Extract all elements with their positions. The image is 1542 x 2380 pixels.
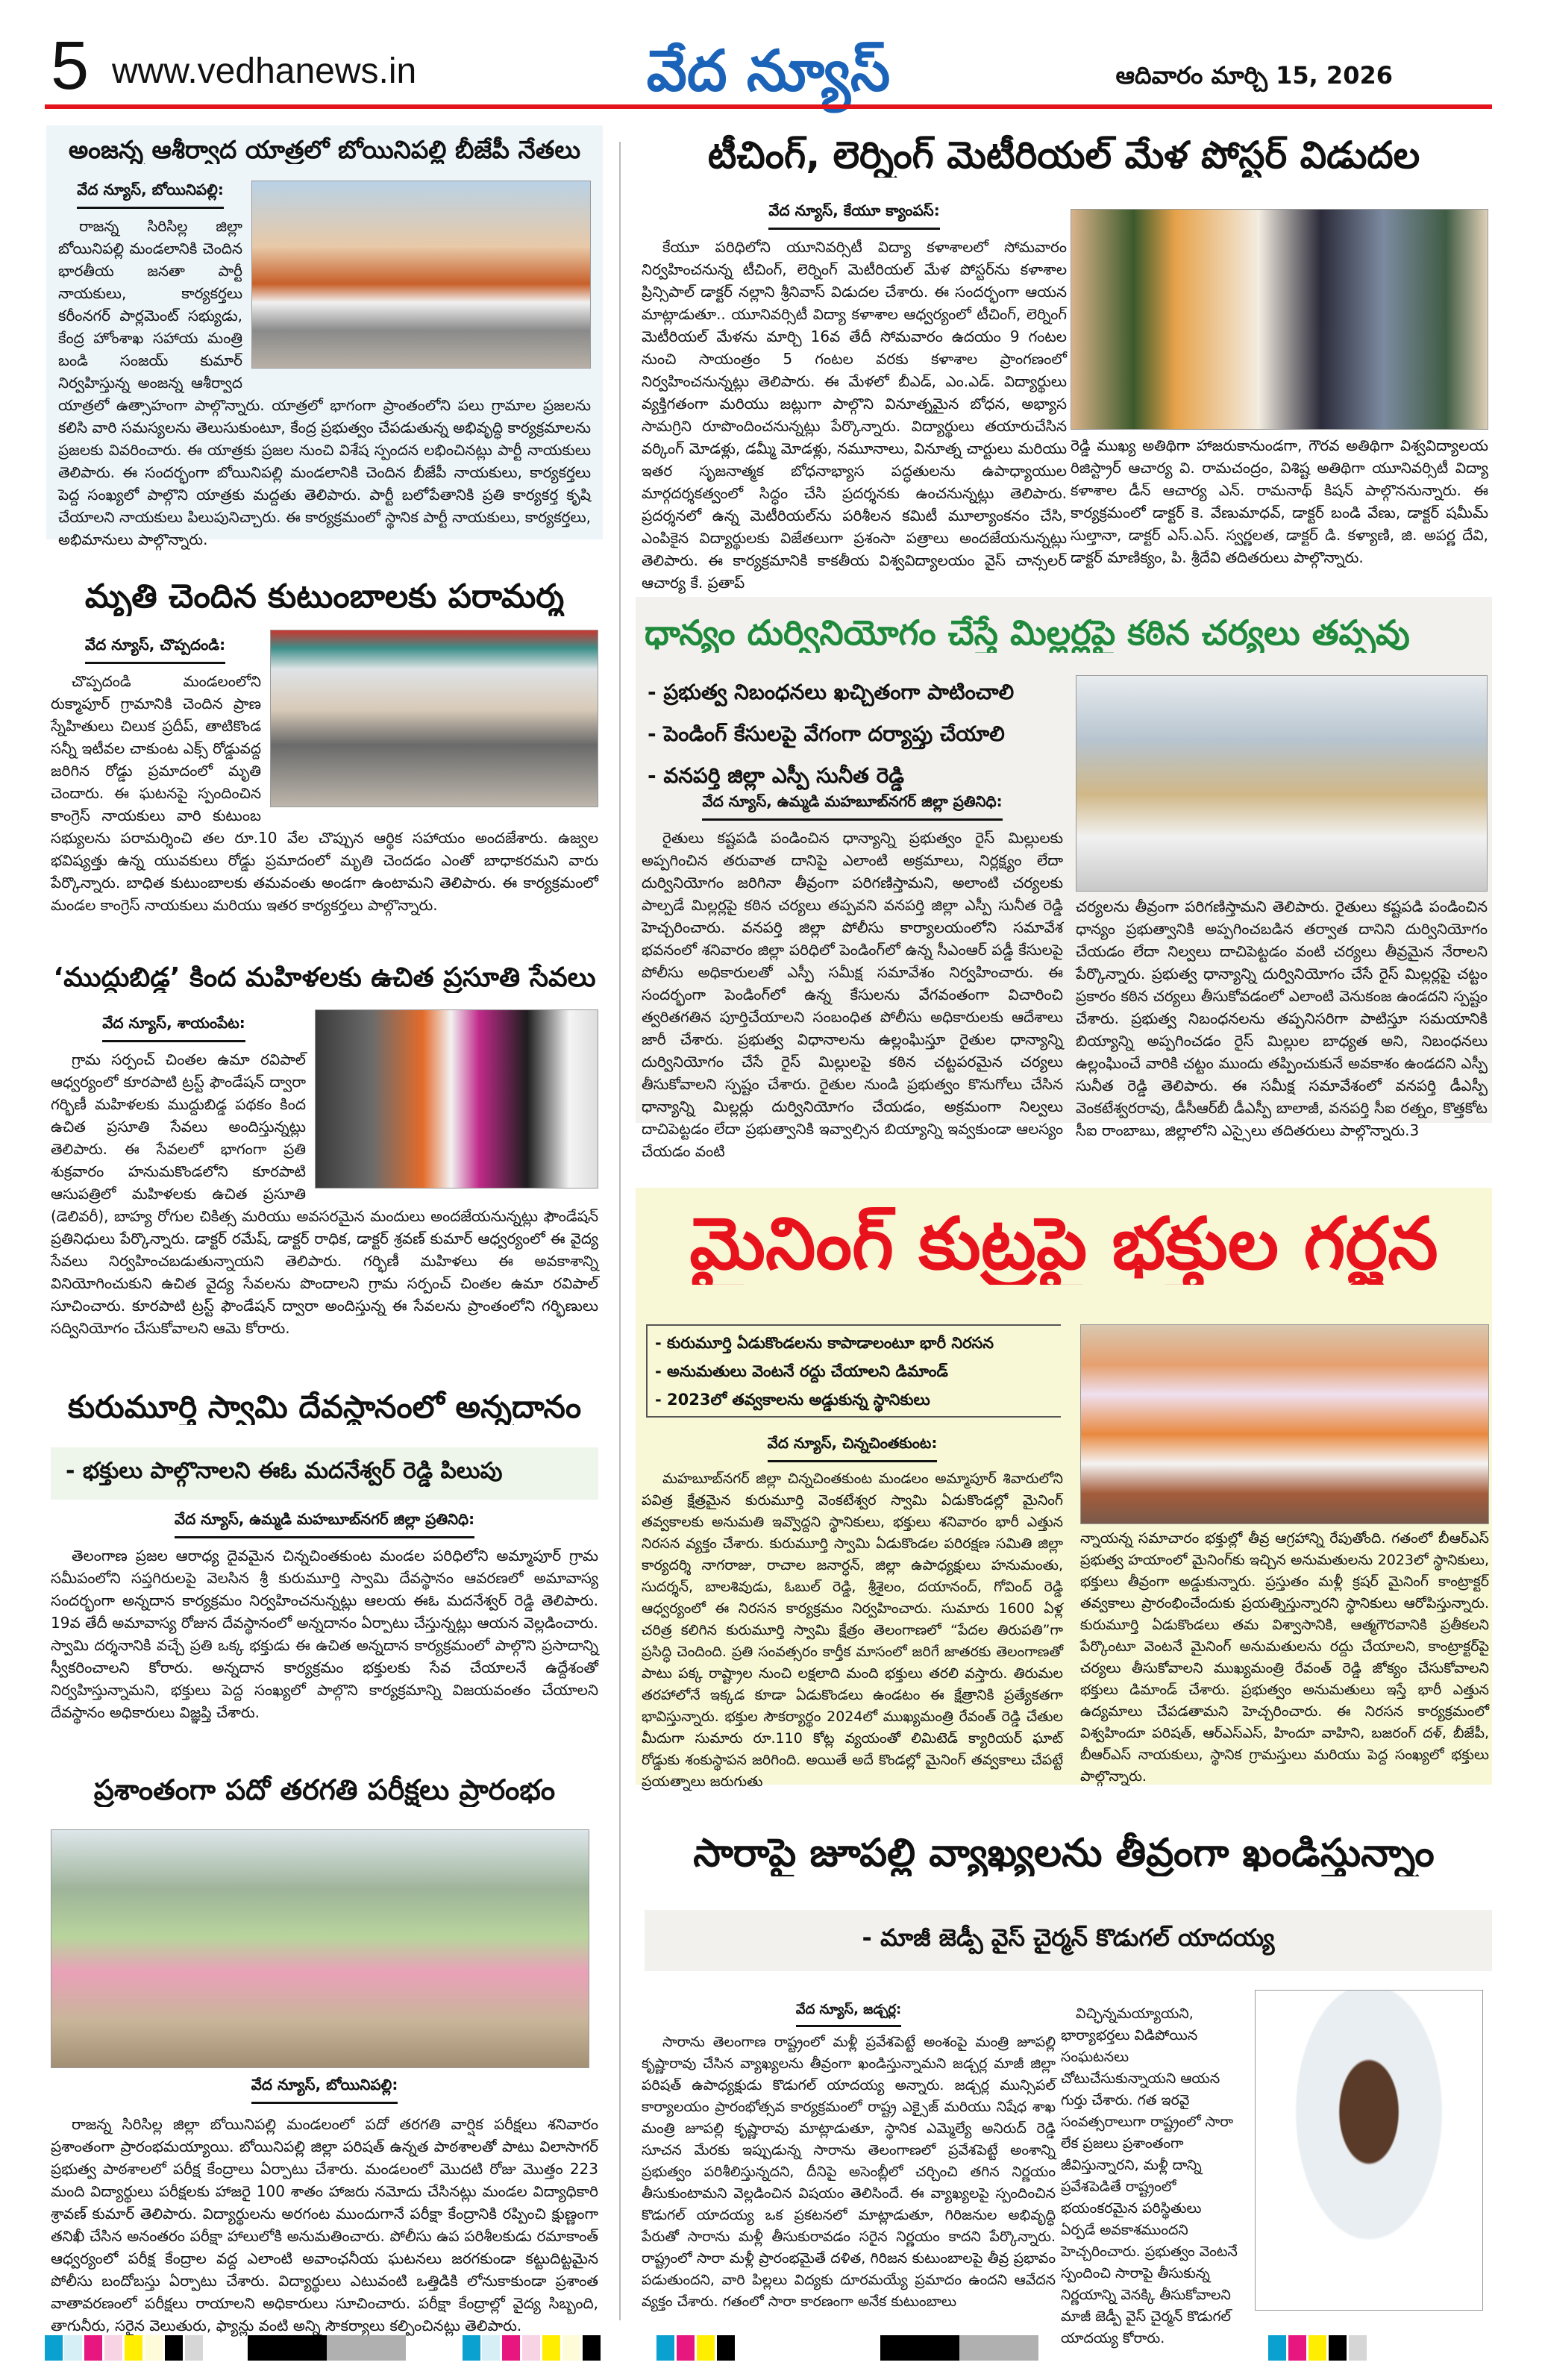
article-condolence bbox=[46, 578, 603, 914]
color-swatch bbox=[522, 2335, 540, 2361]
color-swatch bbox=[656, 2335, 674, 2361]
article-body-right: విచ్ఛిన్నమయ్యాయని, భార్యాభర్తలు విడిపోయిన సంఘటనలు చోటుచేసుకున్నాయని ఆయన గుర్తు చేశారు. గత ఇరవై సంవత్సరాలుగా రాష్ట్రంలో సారా లేక ప్రజలు ప్రశాంతంగా జీవిస్తున్నారని, మళ్లీ దాన్ని ప్రవేశపెడితే రాష్ట్రంలో భయంకరమైన పరిస్థితులు ఏర్పడే అవకాశముందని హెచ్చరించారు. ప్రభుత్వం వెంటనే స్పందించి సారాపై తీసుకున్న నిర్ణయాన్ని వెనక్కి తీసుకోవాలని మాజీ జెడ్పీ వైస్ చైర్మన్ కొడుగల్ యాదయ్య కోరారు. bbox=[1061, 2005, 1238, 2346]
color-swatch bbox=[104, 2335, 122, 2361]
color-swatch bbox=[959, 2335, 1038, 2361]
article-teaching-mela bbox=[636, 134, 1492, 592]
byline: వేద న్యూస్, జడ్చర్ల: bbox=[796, 2002, 901, 2027]
issue-date: ఆదివారం మార్చి 15, 2026 bbox=[1115, 61, 1393, 90]
article-body-left: రైతులు కష్టపడి పండించిన ధాన్యాన్ని ప్రభుత్వం రైస్ మిల్లులకు అప్పగించిన తరువాత దానిపై ఎలాంటి అక్రమాలు, నిర్లక్ష్యం లేదా దుర్వినియోగం జరిగినా తీవ్రంగా పరిగణిస్తామని, అలాంటి చర్యలకు పాల్పడే మిల్లర్లపై కఠిన చర్యలు తప్పవని వనపర్తి జిల్లా ఎస్పీ సునీత రెడ్డి హెచ్చరించారు. వనపర్తి జిల్లా పోలీసు కార్యాలయంలోని సమావేశ భవనంలో శనివారం జిల్లా పరిధిలో పెండింగ్‌లో ఉన్న సీఎంఆర్ పడ్డీ కేసులపై పోలీసు అధికారులతో ఎస్పీ సమీక్ష సమావేశం నిర్వహించారు. ఈ సందర్భంగా పెండింగ్‌లో ఉన్న కేసులను వేగవంతంగా విచారించి త్వరితగతిన పూర్తిచేయాలని సంబంధిత పోలీసు అధికారులకు ఆదేశాలు జారీ చేశారు. ప్రభుత్వ విధానాలను ఉల్లంఘిస్తూ రైతుల ధాన్యాన్ని దుర్వినియోగం చేసే రైస్ మిల్లులపై కఠిన చట్టపరమైన చర్యలు తీసుకోవాలని స్పష్టం చేశారు. రైతుల నుండి ప్రభుత్వం కొనుగోలు చేసిన ధాన్యాన్ని మిల్లర్లు దుర్వినియోగం చేయడం, అక్రమంగా నిల్వలు దాచిపెట్టడం లేదా ప్రభుత్వానికి ఇవ్వాల్సిన బియ్యాన్ని ఇవ్వకుండా ఆలస్యం చేయడం వంటి bbox=[642, 829, 1063, 1160]
color-swatch bbox=[248, 2335, 327, 2361]
color-swatch bbox=[482, 2335, 500, 2361]
headline: అంజన్న ఆశీర్వాద యాత్రలో బోయినిపల్లి బీజేపీ నేతలు bbox=[68, 136, 581, 164]
devotees-protest-photo bbox=[1080, 1324, 1489, 1524]
website-link[interactable]: www.vedhanews.in bbox=[112, 51, 417, 91]
highlight-item: - పెండింగ్ కేసులపై వేగంగా దర్యాప్తు చేయాలి bbox=[648, 721, 1005, 746]
article-annadanam bbox=[46, 1389, 603, 1725]
article-body: రాజన్న సిరిసిల్ల జిల్లా బోయినిపల్లి మండలంలో పదో తరగతి వార్షిక పరీక్షలు శనివారం ప్రశాంతంగా ప్రారంభమయ్యాయి. బోయినిపల్లి జిల్లా పరిషత్ ఉన్నత పాఠశాలతో పాటు విలాసాగర్ ప్రభుత్వ పాఠశాలలో పరీక్ష కేంద్రాలు ఏర్పాటు చేశారు. మండలంలో మొదటి రోజు మొత్తం 223 మంది విద్యార్థులు పరీక్షలకు హాజరై 100 శాతం హాజరు నమోదు చేసినట్లు మండల విద్యాధికారి శ్రావణ్ కుమార్ తెలిపారు. విద్యార్థులను అరగంట ముందుగానే పరీక్షా కేంద్రానికి రప్పించి క్షుణ్ణంగా తనిఖీ చేసిన అనంతరం పరీక్షా హాలులోకి అనుమతించారు. పోలీసు ఉప పరిశీలకుడు రమాకాంత్ ఆధ్వర్యంలో పరీక్ష కేంద్రాల వద్ద ఎలాంటి అవాంఛనీయ ఘటనలు జరగకుండా కట్టుదిట్టమైన పోలీసు బందోబస్తు ఏర్పాటు చేశారు. విద్యార్థులు ఎటువంటి ఒత్తిడికి లోనుకాకుండా ప్రశాంత వాతావరణంలో పరీక్షలు రాయాలని అధికారులు సూచించారు. పరీక్షా కేంద్రాల్లో వైద్య సిబ్బంది, తాగునీరు, సరైన వెలుతురు, ఫ్యాన్లు వంటి అన్ని సౌకర్యాలు కల్పించినట్లు తెలిపారు. bbox=[51, 2114, 598, 2334]
headline: ‘ముద్దుబిడ్డ’ కింద మహిళలకు ఉచిత ప్రసూతి సేవలు bbox=[53, 962, 596, 993]
color-swatch bbox=[880, 2335, 959, 2361]
byline: వేద న్యూస్, ఉమ్మడి మహబూబ్‌నగర్ జిల్లా ప్రతినిధి: bbox=[702, 792, 1002, 821]
poster-release-photo bbox=[1071, 209, 1488, 430]
article-grain-misuse bbox=[636, 597, 1492, 1160]
newspaper-logo: వేద న్యూస్ bbox=[646, 37, 891, 104]
color-swatch bbox=[125, 2335, 142, 2361]
color-swatch bbox=[542, 2335, 560, 2361]
article-body: రాజన్న సిరిసిల్ల జిల్లా బోయినిపల్లి మండలానికి చెందిన భారతీయ జనతా పార్టీ నాయకులు, కార్యకర్తలు కరీంనగర్ పార్లమెంట్ సభ్యుడు, కేంద్ర హోంశాఖ సహాయ మంత్రి బండి సంజయ్ కుమార్ నిర్వహిస్తున్న అంజన్న ఆశీర్వాద యాత్రలో ఉత్సాహంగా పాల్గొన్నారు. యాత్రలో భాగంగా ప్రాంతంలోని పలు గ్రామాల ప్రజలను కలిసి వారి సమస్యలను తెలుసుకుంటూ, కేంద్ర ప్రభుత్వం చేపడుతున్న అభివృద్ధి కార్యక్రమాలను ప్రజలకు వివరించారు. ఈ యాత్రకు ప్రజల నుంచి విశేష స్పందన లభించినట్లు పార్టీ నాయకులు తెలిపారు. ఈ సందర్భంగా బోయినిపల్లి మండలానికి చెందిన బీజేపీ నాయకులు, కార్యకర్తలు పెద్ద సంఖ్యలో పాల్గొని యాత్రకు మద్దతు తెలిపారు. పార్టీ బలోపేతానికి ప్రతి కార్యకర్త కృషి చేయాలని నాయకులు పిలుపునిచ్చారు. ఈ కార్యక్రమంలో స్థానిక పార్టీ నాయకులు, కార్యకర్తలు, అభిమానులు పాల్గొన్నారు. bbox=[58, 216, 591, 548]
byline: వేద న్యూస్, బోయినిపల్లి: bbox=[251, 2076, 398, 2104]
color-swatch bbox=[185, 2335, 203, 2361]
byline: వేద న్యూస్, కేయూ క్యాంపస్: bbox=[768, 201, 939, 230]
color-swatch bbox=[583, 2335, 601, 2361]
exam-students-photo bbox=[51, 1829, 589, 2068]
color-swatch bbox=[327, 2335, 406, 2361]
byline: వేద న్యూస్, శాయంపేట: bbox=[102, 1014, 245, 1042]
article-liquor-statement bbox=[636, 1832, 1492, 2346]
color-swatch bbox=[1329, 2335, 1347, 2361]
article-body: తెలంగాణ ప్రజల ఆరాధ్య దైవమైన చిన్నచింతకుంట మండల పరిధిలోని అమ్మాపూర్ గ్రామ సమీపంలోని సప్తగిరులపై వెలసిన శ్రీ కురుమూర్తి స్వామి దేవస్థానం ఆవరణలో అమావాస్య సందర్భంగా అన్నదాన కార్యక్రమం నిర్వహించనున్నట్లు ఆలయ ఈఓ మదనేశ్వర్ రెడ్డి తెలిపారు. 19వ తేదీ అమావాస్య రోజున దేవస్థానంలో అన్నదానం ఏర్పాటు చేస్తున్నట్లు ఆయన వెల్లడించారు. స్వామి దర్శనానికి వచ్చే ప్రతి ఒక్క భక్తుడు ఈ ఉచిత అన్నదాన కార్యక్రమంలో పాల్గొని ప్రసాదాన్ని స్వీకరించాలని కోరారు. అన్నదాన కార్యక్రమం భక్తులకు సేవ చేయాలనే ఉద్దేశంతో నిర్వహిస్తున్నామని, భక్తులు పెద్ద సంఖ్యలో పాల్గొని కార్యక్రమాన్ని విజయవంతం చేయాలని దేవస్థానం అధికారులు విజ్ఞప్తి చేశారు. bbox=[51, 1547, 598, 1722]
headline: ప్రశాంతంగా పదో తరగతి పరీక్షలు ప్రారంభం bbox=[93, 1774, 556, 1806]
headline: ధాన్యం దుర్వినియోగం చేస్తే మిల్లర్లపై కఠిన చర్యలు తప్పవు bbox=[645, 613, 1410, 653]
bjp-leaders-group-photo bbox=[251, 181, 591, 369]
article-body-right: చర్యలను తీవ్రంగా పరిగణిస్తామని తెలిపారు. రైతులు కష్టపడి పండించిన ధాన్యం ప్రభుత్వానికి అప్పగించబడిన తర్వాత దానిని దుర్వినియోగం చేయడం లేదా నిల్వలు దాచిపెట్టడం వంటి చర్యలు తీవ్రమైన నేరాలని పేర్కొన్నారు. ప్రభుత్వ ధాన్యాన్ని దుర్వినియోగం చేసే రైస్ మిల్లర్లపై చట్టం ప్రకారం కఠిన చర్యలు తీసుకోవడంలో ఎలాంటి వెనుకంజ ఉండదని స్పష్టం చేశారు. ప్రభుత్వ నిబంధనలను తప్పనిసరిగా పాటిస్తూ సమయానికి బియ్యాన్ని అప్పగించడం రైస్ మిల్లుల బాధ్యత అని, నిబంధనలు ఉల్లంఘించే వారికి చట్టం ముందు తప్పించుకునే అవకాశం ఉండదని ఎస్పీ సునీత రెడ్డి తెలిపారు. ఈ సమీక్ష సమావేశంలో వనపర్తి డీఎస్పీ వెంకటేశ్వరరావు, డీసీఆర్‌బీ డీఎస్పీ బాలాజీ, వనపర్తి సీఐ రత్నం, కొత్తకోట సీఐ రాంబాబు, జిల్లాలోని ఎస్సైలు తదితరులు పాల్గొన్నారు.3 bbox=[1076, 898, 1488, 1139]
color-swatch bbox=[1268, 2335, 1286, 2361]
headline: మృతి చెందిన కుటుంబాలకు పరామర్శ bbox=[84, 578, 565, 616]
article-anjanna-yatra bbox=[46, 125, 603, 548]
byline: వేద న్యూస్, చిన్నచింతకుంట: bbox=[768, 1434, 938, 1462]
highlight-item: - 2023లో తవ్వకాలను అడ్డుకున్న స్థానికులు bbox=[655, 1391, 930, 1409]
highlight-item: - వనపర్తి జిల్లా ఎస్పీ సునీత రెడ్డి bbox=[648, 763, 905, 788]
color-swatch bbox=[84, 2335, 102, 2361]
subheadline: - మాజీ జెడ్పీ వైస్ చైర్మన్ కొడుగల్ యాదయ్య bbox=[645, 1910, 1492, 1971]
color-swatch bbox=[145, 2335, 163, 2361]
highlights-box bbox=[646, 1324, 1061, 1418]
color-swatch bbox=[562, 2335, 580, 2361]
yadaiah-portrait-photo bbox=[1255, 1990, 1483, 2311]
color-swatch bbox=[502, 2335, 520, 2361]
color-swatch bbox=[717, 2335, 735, 2361]
article-body-left: సారాను తెలంగాణ రాష్ట్రంలో మళ్లీ ప్రవేశపెట్టే అంశంపై మంత్రి జూపల్లి కృష్ణారావు చేసిన వ్యాఖ్యలను తీవ్రంగా ఖండిస్తున్నామని జడ్చర్ల మాజీ జిల్లా పరిషత్ ఉపాధ్యక్షుడు కొడుగల్ యాదయ్య అన్నారు. జడ్చర్ల మున్సిపల్ కార్యాలయం ప్రారంభోత్సవ కార్యక్రమంలో రాష్ట్ర ఎక్సైజ్ మరియు నిషేధ శాఖ మంత్రి జూపల్లి కృష్ణారావు మాట్లాడుతూ, స్థానిక ఎమ్మెల్యే అనిరుద్ రెడ్డి సూచన మేరకు ఇప్పుడున్న సారాను తెలంగాణలో ప్రవేశపెట్టే అంశాన్ని ప్రభుత్వం పరిశీలిస్తున్నదని, దీనిపై అసెంబ్లీలో చర్చించి తగిన నిర్ణయం తీసుకుంటామని వెల్లడించిన విషయం తెలిసిందే. ఈ వ్యాఖ్యలపై స్పందించిన కొడుగల్ యాదయ్య ఒక ప్రకటనలో మాట్లాడుతూ, గిరిజనుల అభివృద్ధి పేరుతో సారాను మళ్లీ తీసుకురావడం సరైన నిర్ణయం కాదని పేర్కొన్నారు. రాష్ట్రంలో సారా మళ్లీ ప్రారంభమైతే దళిత, గిరిజన కుటుంబాలపై తీవ్ర ప్రభావం పడుతుందని, వారి పిల్లలు విద్యకు దూరమయ్యే ప్రమాదం ఉందని ఆవేదన వ్యక్తం చేశారు. గతంలో సారా కారణంగా అనేక కుటుంబాలు bbox=[642, 2034, 1056, 2310]
byline: వేద న్యూస్, బోయినిపల్లి: bbox=[77, 181, 224, 209]
page-number: 5 bbox=[51, 28, 90, 104]
byline: వేద న్యూస్, ఉమ్మడి మహబూబ్‌నగర్ జిల్లా ప్రతినిధి: bbox=[175, 1510, 474, 1538]
color-swatch bbox=[1349, 2335, 1367, 2361]
headline: మైనింగ్ కుట్రపై భక్తుల గర్జన bbox=[689, 1203, 1438, 1285]
highlight-item: - కురుమూర్తి ఏడుకొండలను కాపాడాలంటూ భారీ నిరసన bbox=[655, 1334, 994, 1352]
highlight-item: - ప్రభుత్వ నిబంధనలు ఖచ్చితంగా పాటించాలి bbox=[648, 680, 1015, 704]
color-swatch bbox=[1308, 2335, 1326, 2361]
hospital-felicitation-photo bbox=[315, 1009, 598, 1189]
color-swatch bbox=[677, 2335, 695, 2361]
article-exams bbox=[46, 1774, 603, 2341]
article-body-right: రెడ్డి ముఖ్య అతిథిగా హాజరుకానుండగా, గౌరవ అతిథిగా విశ్వవిద్యాలయ రిజిస్ట్రార్ ఆచార్య వి. రామచంద్రం, విశిష్ట అతిథిగా యూనివర్సిటీ విద్యా కళాశాల డీన్ ఆచార్య ఎన్. రామనాథ్ కిషన్ పాల్గొననున్నారు. ఈ కార్యక్రమంలో డాక్టర్ కె. వేణుమాధవ్, డాక్టర్ బండి వేణు, డాక్టర్ షమీమ్ సుల్తానా, డాక్టర్ ఎస్.ఎస్. స్వర్ణలత, డాక్టర్ డి. కళ్యాణి, జి. అపర్ణ దేవి, డాక్టర్ మాణిక్యం, పి. శ్రీదేవి తదితరులు పాల్గొన్నారు. bbox=[1071, 436, 1488, 566]
color-swatch bbox=[697, 2335, 715, 2361]
article-body-left: మహబూబ్‌నగర్ జిల్లా చిన్నచింతకుంట మండలం అమ్మాపూర్ శివారులోని పవిత్ర క్షేత్రమైన కురుమూర్తి వెంకటేశ్వర స్వామి ఏడుకొండల్లో మైనింగ్ తవ్వకాలకు అనుమతి ఇవ్వొద్దని స్థానికులు, భక్తులు శనివారం భారీ ఎత్తున నిరసన వ్యక్తం చేశారు. కురుమూర్తి స్వామి ఏడుకొండల పరిరక్షణ సమితి జిల్లా కార్యదర్శి నాగరాజు, రాచాల జనార్ధన్, జిల్లా ఉపాధ్యక్షులు హనుమంతు, సుదర్శన్, బాలశివుడు, ఓబుల్ రెడ్డి, శ్రీశైలం, దయానంద్, గోవింద్ రెడ్డి ఆధ్వర్యంలో ఈ నిరసన కార్యక్రమం నిర్వహించారు. సుమారు 1600 ఏళ్ల చరిత్ర కలిగిన కురుమూర్తి స్వామి క్షేత్రం తెలంగాణలో “పేదల తిరుపతి”గా ప్రసిద్ధి చెందింది. ప్రతి సంవత్సరం కార్తీక మాసంలో జరిగే జాతరకు తెలంగాణతో పాటు పక్క రాష్ట్రాల నుంచి లక్షలాది మంది భక్తులు తరలి వస్తారు. తిరుమల తరహాలోనే ఇక్కడ కూడా ఏడుకొండలు ఉండటం ఈ క్షేత్రానికి ప్రత్యేకతగా భావిస్తున్నారు. భక్తుల సౌకర్యార్థం 2024లో ముఖ్యమంత్రి రేవంత్ రెడ్డి చేతుల మీదుగా సుమారు రూ.110 కోట్ల వ్యయంతో లిమిటెడ్ క్యారియర్ ఘాట్ రోడ్డుకు శంకుస్థాపన జరిగింది. అయితే అదే కొండల్లో మైనింగ్ తవ్వకాలు చేపట్టే ప్రయత్నాలు జరుగుతు bbox=[642, 1471, 1063, 1790]
highlights-list bbox=[648, 671, 1014, 797]
article-body-right: న్నాయన్న సమాచారం భక్తుల్లో తీవ్ర ఆగ్రహాన్ని రేపుతోంది. గతంలో బీఆర్ఎస్ ప్రభుత్వ హయాంలో మైనింగ్‌కు ఇచ్చిన అనుమతులను 2023లో స్థానికులు, భక్తులు తీవ్రంగా అడ్డుకున్నారు. ప్రస్తుతం మళ్లీ క్రషర్ మైనింగ్ కాంట్రాక్టర్ తవ్వకాలు ప్రారంభించేందుకు ప్రయత్నిస్తున్నారని స్థానికులు ఆరోపిస్తున్నారు. కురుమూర్తి ఏడుకొండలు తమ విశ్వాసానికి, ఆత్మగౌరవానికి ప్రతీకలని పేర్కొంటూ వెంటనే మైనింగ్ అనుమతులను రద్దు చేయాలని, కాంట్రాక్టర్‌పై చర్యలు తీసుకోవాలని ముఖ్యమంత్రి రేవంత్ రెడ్డి జోక్యం చేసుకోవాలని భక్తులు డిమాండ్ చేశారు. ప్రభుత్వం అనుమతులు ఇస్తే భారీ ఎత్తున ఉద్యమాలు చేపడతామని హెచ్చరించారు. ఈ నిరసన కార్యక్రమంలో విశ్వహిందూ పరిషత్, ఆర్ఎస్ఎస్, హిందూ వాహిని, బజరంగ్ దళ్, బీజేపీ, బీఆర్ఎస్ నాయకులు, స్థానిక గ్రామస్తులు మరియు పెద్ద సంఖ్యలో భక్తులు పాల్గొన్నారు. bbox=[1080, 1530, 1489, 1785]
highlight-item: - అనుమతులు వెంటనే రద్దు చేయాలని డిమాండ్ bbox=[655, 1362, 948, 1380]
column-divider bbox=[619, 142, 621, 2320]
color-swatch bbox=[1288, 2335, 1306, 2361]
article-body: చొప్పదండి మండలంలోని రుక్మాపూర్ గ్రామానికి చెందిన ప్రాణ స్నేహితులు చిలుక ప్రదీప్, తాటికొండ సన్నీ ఇటీవల చాకుంట ఎక్స్ రోడ్డువద్ద జరిగిన రోడ్డు ప్రమాదంలో మృతి చెందారు. ఈ ఘటనపై స్పందించిన కాంగ్రెస్ నాయకులు వారి కుటుంబ సభ్యులను పరామర్శించి తల రూ.10 వేల చొప్పున ఆర్థిక సహాయం అందజేశారు. ఉజ్వల భవిష్యత్తు ఉన్న యువకులు రోడ్డు ప్రమాదంలో మృతి చెందడం ఎంతో బాధాకరమని వారు పేర్కొన్నారు. బాధిత కుటుంబాలకు తమవంతు అండగా ఉంటామని తెలిపారు. ఈ కార్యక్రమంలో మండల కాంగ్రెస్ నాయకులు మరియు ఇతర కార్యకర్తలు పాల్గొన్నారు. bbox=[51, 671, 598, 914]
color-swatch bbox=[463, 2335, 480, 2361]
article-muddubidda bbox=[46, 962, 603, 1343]
subheadline: - భక్తులు పాల్గొనాలని ఈఓ మదనేశ్వర్ రెడ్డి పిలుపు bbox=[51, 1447, 598, 1500]
color-swatch bbox=[165, 2335, 183, 2361]
byline: వేద న్యూస్, చొప్పదండి: bbox=[85, 636, 225, 664]
article-body-left: కేయూ పరిధిలోని యూనివర్సిటీ విద్యా కళాశాలలో సోమవారం నిర్వహించనున్న టీచింగ్, లెర్నింగ్ మెటీరియల్ మేళ పోస్టర్‌ను కళాశాల ప్రిన్సిపాల్ డాక్టర్ నల్లాని శ్రీనివాస్ విడుదల చేశారు. ఈ సందర్భంగా ఆయన మాట్లాడుతూ.. యూనివర్సిటీ విద్యా కళాశాల ఆధ్వర్యంలో టీచింగ్, లెర్నింగ్ మెటీరియల్ మేళను మార్చి 16వ తేదీ సోమవారం ఉదయం 9 గంటల నుంచి సాయంత్రం 5 గంటల వరకు కళాశాల ప్రాంగణంలో నిర్వహించనున్నట్లు తెలిపారు. ఈ మేళలో బీఎడ్, ఎం.ఎడ్. విద్యార్థులు వ్యక్తిగతంగా మరియు జట్లుగా పాల్గొని వినూత్నమైన బోధన, అభ్యాస సామగ్రిని రూపొందించనున్నట్లు పేర్కొన్నారు. విద్యార్థులు తయారుచేసిన వర్కింగ్ మోడళ్లు, డమ్మీ మోడళ్లు, నమూనాలు, వినూత్న చార్టులు మరియు ఇతర సృజనాత్మక బోధనాభ్యాస పద్ధతులను ఉపాధ్యాయుల మార్గదర్శకత్వంలో సిద్ధం చేసి ప్రదర్శనకు ఉంచనున్నట్లు తెలిపారు. ప్రదర్శనలో ఉన్న మెటీరియల్‌ను పరిశీలన కమిటీ మూల్యాంకనం చేసి, ఎంపికైన విద్యార్థులకు విజేతలుగా ప్రశంసా పత్రాలు అందజేయనున్నట్లు తెలిపారు. ఈ కార్యక్రమానికి కాకతీయ విశ్వవిద్యాలయం వైస్ చాన్సలర్ ఆచార్య కే. ప్రతాప్ bbox=[642, 238, 1067, 592]
headline: సారాపై జూపల్లి వ్యాఖ్యలను తీవ్రంగా ఖండిస్తున్నాం bbox=[693, 1832, 1435, 1876]
article-mining-protest bbox=[636, 1188, 1492, 1790]
article-body: గ్రామ సర్పంచ్ చింతల ఉమా రవిపాల్ ఆధ్వర్యంలో కూరపాటి ట్రస్ట్ ఫౌండేషన్ ద్వారా గర్భిణీ మహిళలకు ముద్దుబిడ్డ పథకం కింద ఉచిత ప్రసూతి సేవలు అందిస్తున్నట్లు తెలిపారు. ఈ సేవలలో భాగంగా ప్రతి శుక్రవారం హనుమకొండలోని కూరపాటి ఆసుపత్రిలో మహిళలకు ఉచిత ప్రసూతి (డెలివరీ), బాహ్య రోగుల చికిత్స మరియు అవసరమైన మందులు అందజేయనున్నట్లు ఫౌండేషన్ ప్రతినిధులు పేర్కొన్నారు. డాక్టర్ రమేష్, డాక్టర్ రాధిక, డాక్టర్ శ్రవణ్ కుమార్ ఆధ్వర్యంలో ఈ వైద్య సేవలు నిర్వహించబడుతున్నాయని తెలిపారు. గర్భిణీ మహిళలు ఈ అవకాశాన్ని వినియోగించుకుని ఉచిత వైద్య సేవలను పొందాలని గ్రామ సర్పంచ్ చింతల ఉమా రవిపాల్ సూచించారు. కూరపాటి ట్రస్ట్ ఫౌండేషన్ ద్వారా అందిస్తున్న ఈ సేవలను ప్రాంతంలోని గర్భిణులు సద్వినియోగం చేసుకోవాలని ఆమె కోరారు. bbox=[51, 1050, 598, 1338]
color-swatch bbox=[64, 2335, 82, 2361]
headline: టీచింగ్, లెర్నింగ్ మెటీరియల్ మేళ పోస్టర్ విడుదల bbox=[707, 134, 1420, 177]
color-swatch bbox=[45, 2335, 63, 2361]
condolence-visit-photo bbox=[270, 630, 598, 807]
police-review-meeting-photo bbox=[1076, 675, 1488, 892]
masthead-rule bbox=[45, 104, 1492, 109]
headline: కురుమూర్తి స్వామి దేవస్థానంలో అన్నదానం bbox=[67, 1389, 582, 1425]
